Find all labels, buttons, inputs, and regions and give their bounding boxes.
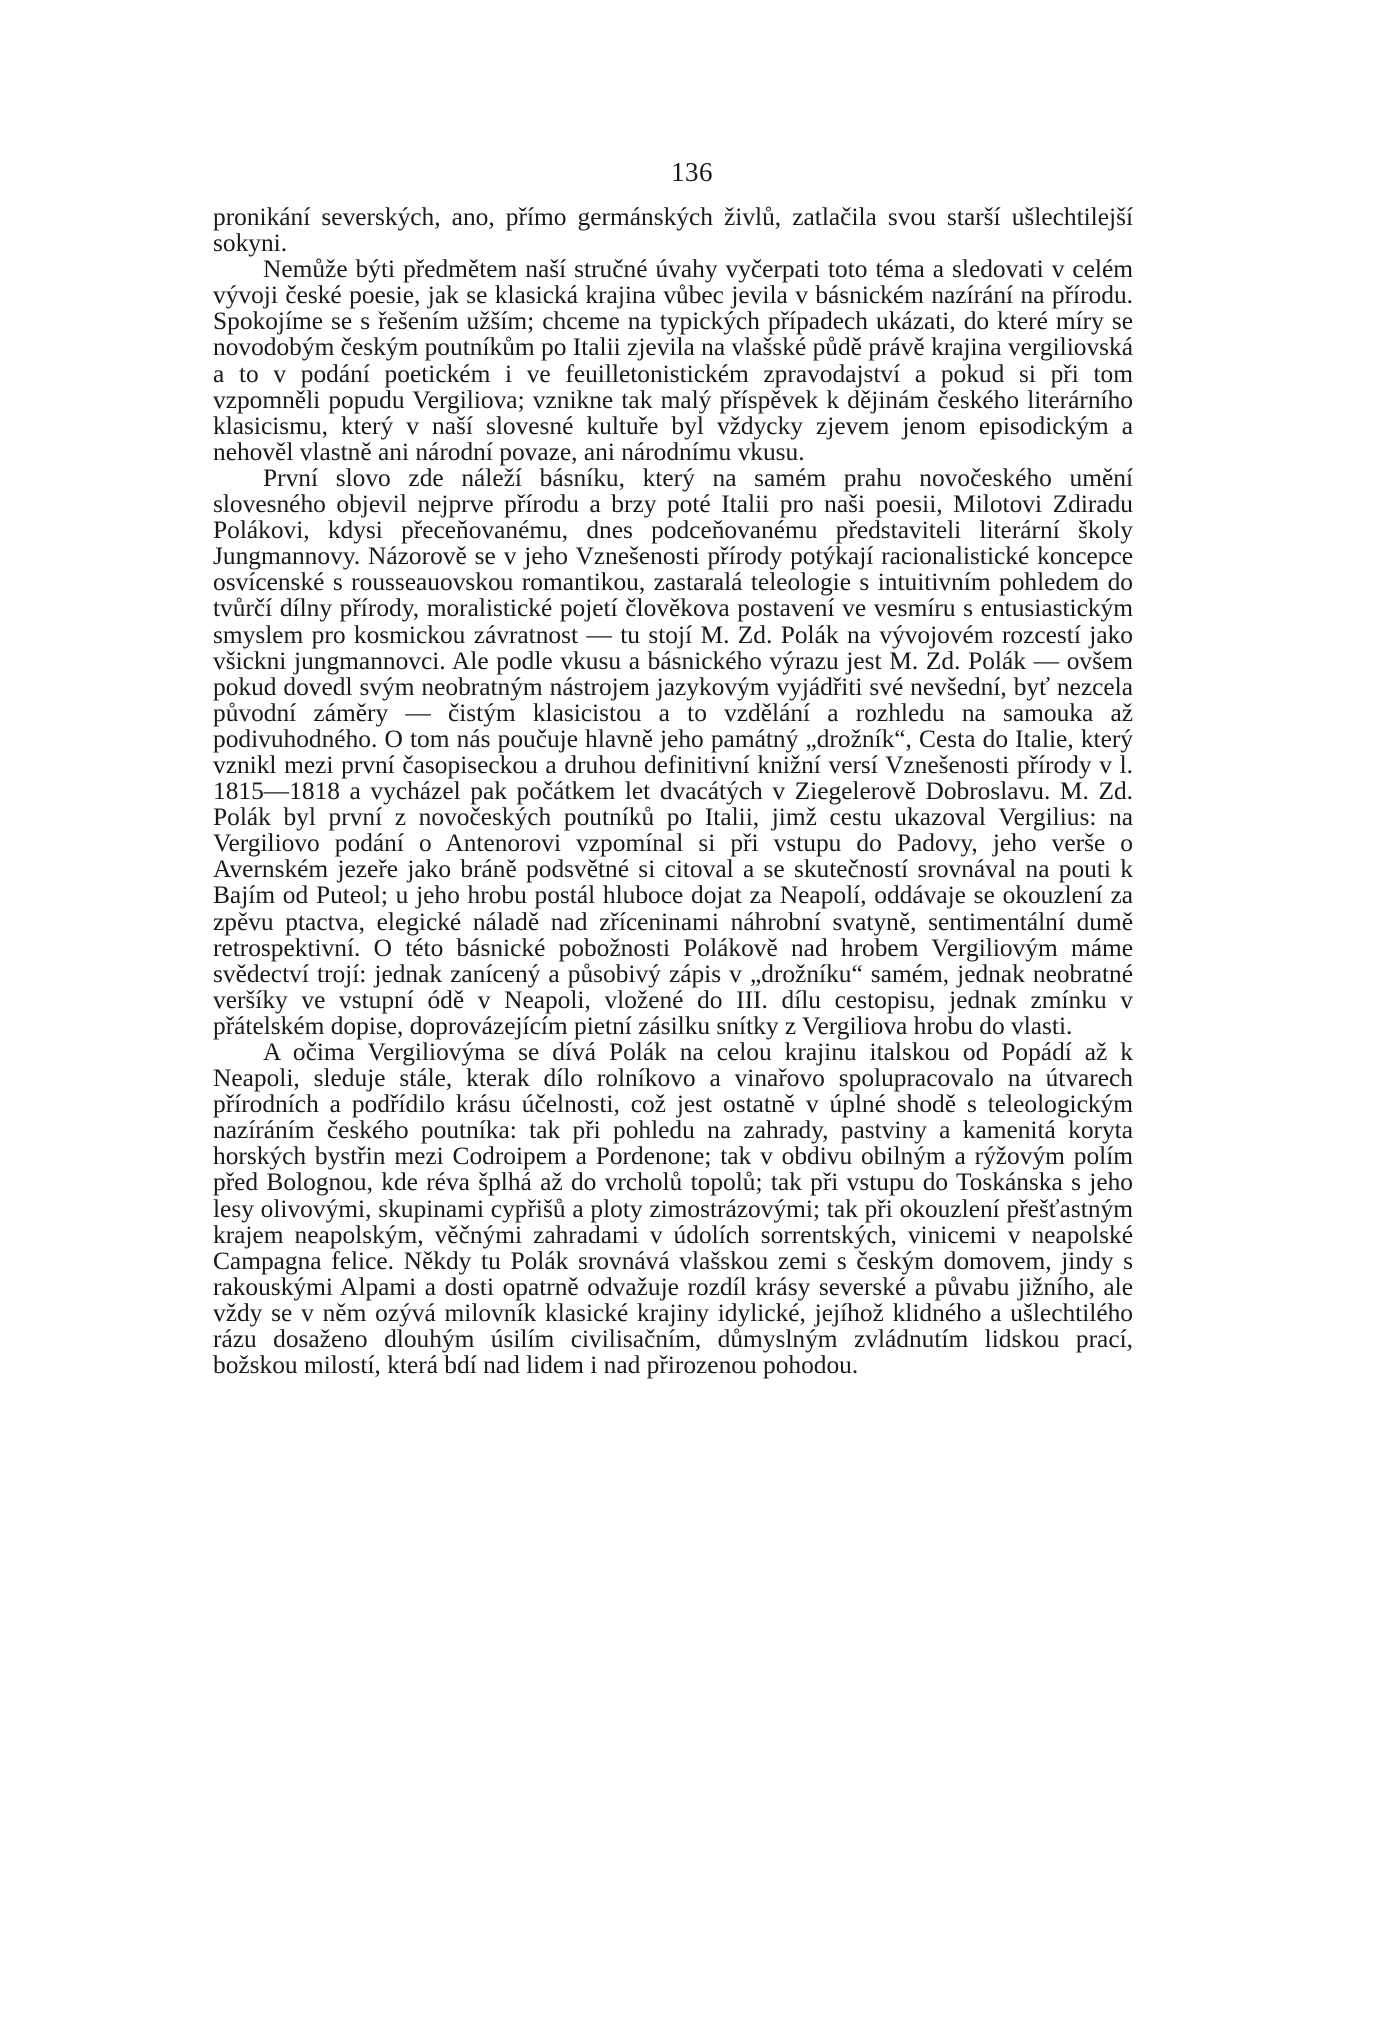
- page-number: 136: [671, 157, 713, 187]
- body-text: [213, 204, 1133, 1378]
- paragraph-landscape: A očima Vergiliovýma se dívá Polák na celou krajinu italskou od Popádí až k Neapoli, sleduje stále, kterak dílo rolníkovo a vinařovo spolupracovalo na útvarech přírodních a podřídilo krásu účelnosti, což jest ostatně v úplné shodě s teleologickým nazíráním českého poutníka: tak při pohledu na zahrady, pastviny a kamenitá koryta horských bystřin mezi Codroipem a Pordenone; tak v obdivu obilným a rýžovým polím před Bolognou, kde réva šplhá až do vrcholů topolů; tak při vstupu do Toskánska s jeho lesy olivovými, skupinami cypřišů a ploty zimostrázovými; tak při okouzlení přešťastným krajem neapolským, věčnými zahradami v údolích sorrentských, vinicemi v neapolské Campagna felice. Někdy tu Polák srovnává vlašskou zemi s českým domovem, jindy s rakouskými Alpami a dosti opatrně odvažuje rozdíl krásy severské a půvabu jižního, ale vždy se v něm ozývá milovník klasické krajiny idylické, jejíhož klidného a ušlechtilého rázu dosaženo dlouhým úsilím civilisačním, důmyslným zvládnutím lidskou prací, božskou milostí, která bdí nad lidem i nad přirozenou pohodou.: [213, 1038, 1133, 1380]
- paragraph-continuation: pronikání severských, ano, přímo germánských živlů, zatlačila svou starší ušlechtilejší sokyni.: [213, 203, 1133, 258]
- paragraph-polak: První slovo zde náleží básníku, který na samém prahu novočeského umění slovesného objevil nejprve přírodu a brzy poté Italii pro naši poesii, Milotovi Zdiradu Polákovi, kdysi přeceňovanému, dnes podceňovanému představiteli literární školy Jungmannovy. Názorově se v jeho Vznešenosti přírody potýkají racionalistické koncepce osvícenské s rousseauovskou romantikou, zastaralá teleologie s intuitivním pohledem do tvůrčí dílny přírody, moralistické pojetí člověkova postavení ve vesmíru s entusiastickým smyslem pro kosmickou závratnost — tu stojí M. Zd. Polák na vývojovém rozcestí jako všickni jungmannovci. Ale podle vkusu a básnického výrazu jest M. Zd. Polák — ovšem pokud dovedl svým neobratným nástrojem jazykovým vyjádřiti své nevšední, byť nezcela původní záměry — čistým klasicistou a to vzdělání a rozhledu na samouka až podivuhodného. O tom nás poučuje hlavně jeho památný „drožník“, Cesta do Italie, který vznikl mezi první časopiseckou a druhou definitivní knižní versí Vznešenosti přírody v l. 1815—1818 a vycházel pak počátkem let dvacátých v Ziegelerově Dobroslavu. M. Zd. Polák byl první z novočeských poutníků po Italii, jimž cestu ukazoval Vergilius: na Vergiliovo podání o Antenorovi vzpomínal si při vstupu do Padovy, jeho verše o Avernském jezeře jako bráně podsvětné si citoval a se skutečností srovnával na pouti k Bajím od Puteol; u jeho hrobu postál hluboce dojat za Neapolí, oddávaje se okouzlení za zpěvu ptactva, elegické náladě nad zříceninami náhrobní svatyně, sentimentální dumě retrospektivní. O této básnické pobožnosti Polákově nad hrobem Vergiliovým máme svědectví trojí: jednak zanícený a působivý zápis v „drožníku“ samém, jednak neobratné veršíky ve vstupní ódě v Neapoli, vložené do III. dílu cestopisu, jednak zmínku v přátelském dopise, doprovázejícím pietní zásilku snítky z Vergiliova hrobu do vlasti.: [213, 463, 1133, 1040]
- paragraph-scope: Nemůže býti předmětem naší stručné úvahy vyčerpati toto téma a sledovati v celém vývoji české poesie, jak se klasická krajina vůbec jevila v básnickém nazírání na přírodu. Spokojíme se s řešením užším; chceme na typických případech ukázati, do které míry se novodobým českým poutníkům po Italii zjevila na vlašské půdě právě krajina vergiliovská a to v podání poetickém i ve feuilletonistickém zpravodajství a pokud si při tom vzpomněli popudu Vergiliova; vznikne tak malý příspěvek k dějinám českého literárního klasicismu, který v naší slovesné kultuře byl vždycky zjevem jenom episodickým a nehověl vlastně ani národní povaze, ani národnímu vkusu.: [213, 255, 1133, 466]
